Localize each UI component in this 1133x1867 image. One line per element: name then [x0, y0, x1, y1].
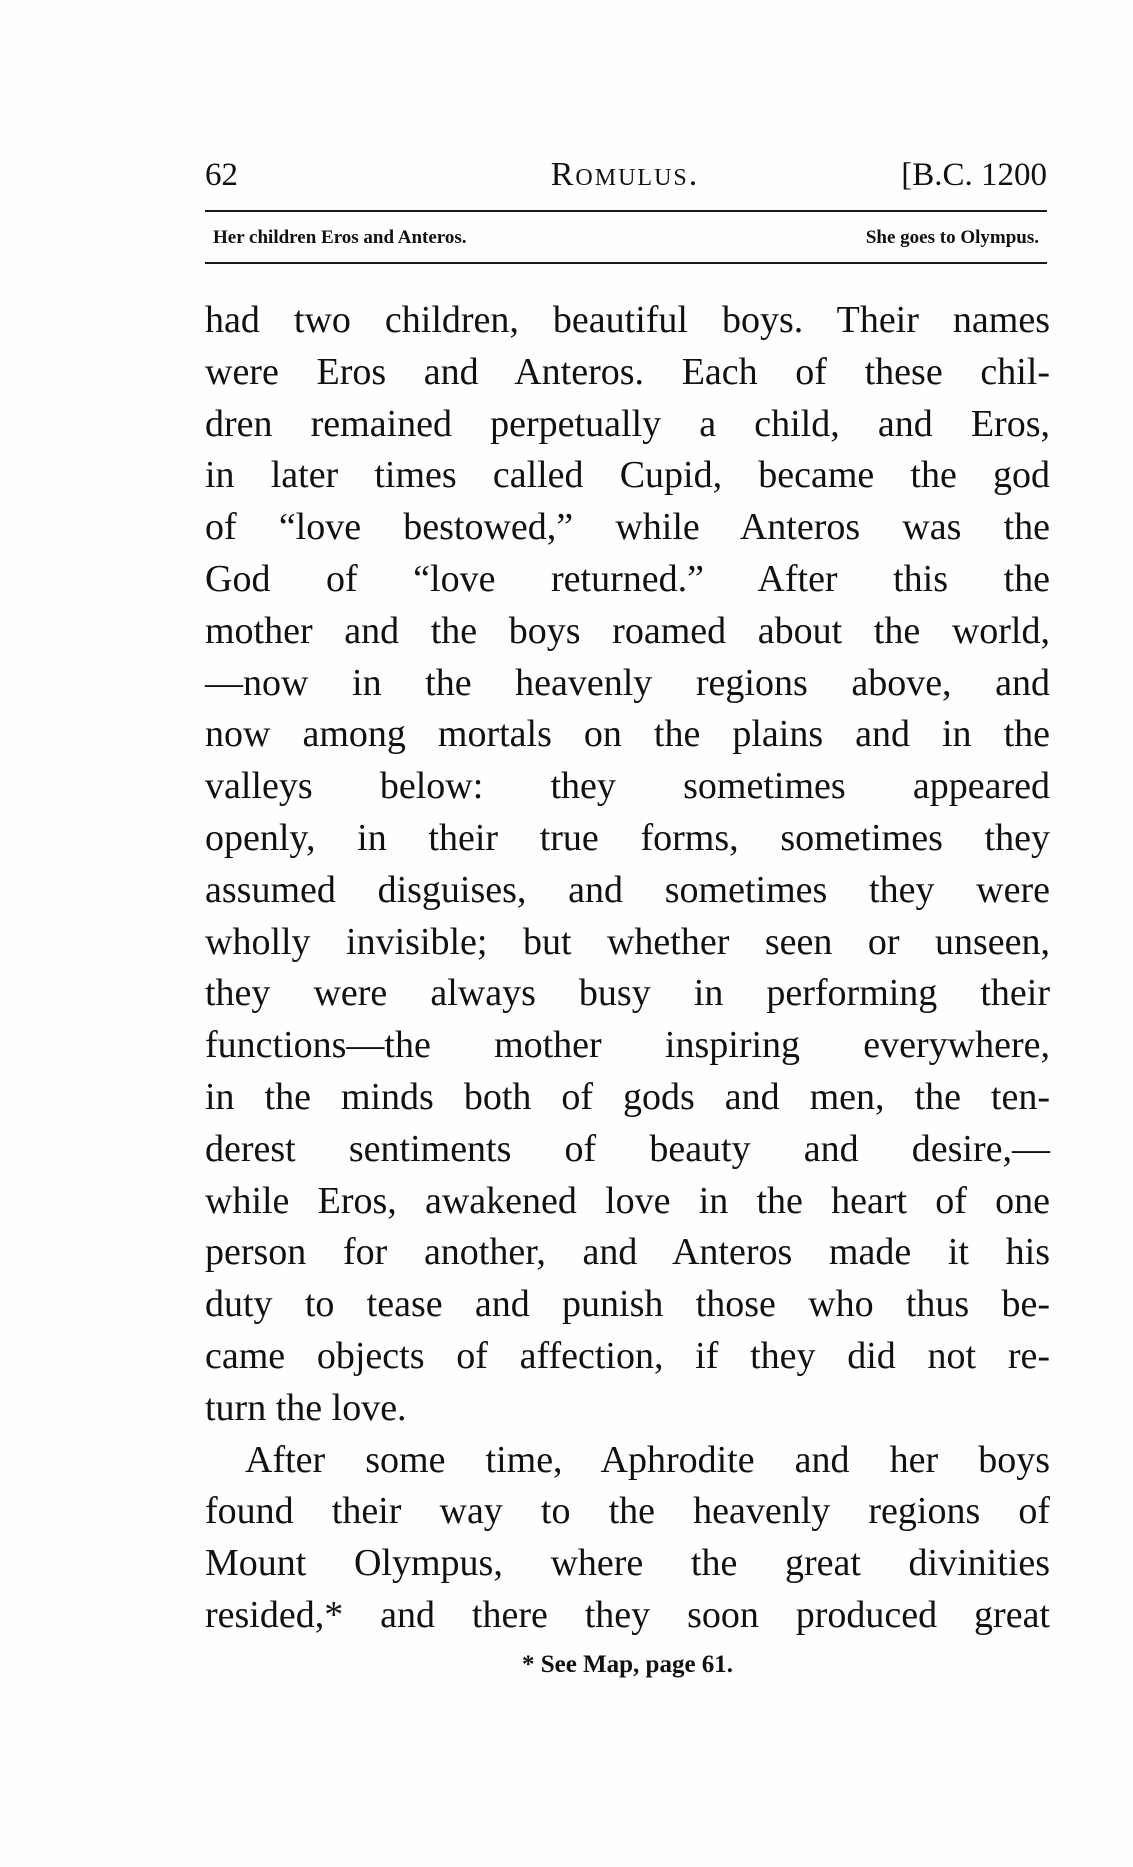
subheader-left: Her children Eros and Anteros.	[213, 227, 467, 248]
body-line: God of “love returned.” After this the	[205, 557, 1050, 600]
body-line: wholly invisible; but whether seen or unseen,	[205, 920, 1050, 963]
body-line: while Eros, awakened love in the heart of one	[205, 1179, 1050, 1222]
body-line: were Eros and Anteros. Each of these chil-	[205, 350, 1050, 393]
body-line: duty to tease and punish those who thus be-	[205, 1283, 1050, 1326]
subheader-right: She goes to Olympus.	[865, 227, 1039, 248]
body-line: openly, in their true forms, sometimes they	[205, 816, 1050, 859]
body-line: derest sentiments of beauty and desire,—	[205, 1127, 1050, 1170]
body-line: person for another, and Anteros made it his	[205, 1231, 1050, 1274]
body-line: After some time, Aphrodite and her boys	[245, 1438, 1050, 1481]
body-line: resided,* and there they soon produced great	[205, 1593, 1050, 1636]
body-line: mother and the boys roamed about the world,	[205, 609, 1050, 652]
body-line: assumed disguises, and sometimes they were	[205, 868, 1050, 911]
body-line: in later times called Cupid, became the god	[205, 454, 1050, 497]
body-line: functions—the mother inspiring everywhere,	[205, 1024, 1050, 1067]
body-line: of “love bestowed,” while Anteros was the	[205, 506, 1050, 549]
body-line: in the minds both of gods and men, the ten-	[205, 1075, 1050, 1118]
body-line: had two children, beautiful boys. Their names	[205, 299, 1050, 341]
body-line: they were always busy in performing their	[205, 972, 1050, 1015]
book-title: Romulus.	[550, 156, 700, 193]
footnote: * See Map, page 61.	[521, 1651, 734, 1678]
page-number: 62	[205, 157, 238, 193]
body-line: —now in the heavenly regions above, and	[205, 661, 1050, 704]
body-line: valleys below: they sometimes appeared	[205, 765, 1050, 808]
body-line: turn the love.	[205, 1386, 407, 1429]
date-range: [B.C. 1200	[901, 157, 1047, 193]
body-line: Mount Olympus, where the great divinities	[205, 1542, 1050, 1585]
running-head	[205, 155, 1047, 205]
body-line: now among mortals on the plains and in the	[205, 713, 1050, 756]
body-line: dren remained perpetually a child, and Eros,	[205, 402, 1050, 445]
header-rule-top	[205, 210, 1047, 212]
subheader	[205, 222, 1047, 254]
header-rule-bottom	[205, 262, 1047, 264]
body-line: came objects of affection, if they did not re-	[205, 1334, 1050, 1377]
body-text	[205, 295, 1050, 1642]
body-line: found their way to the heavenly regions of	[205, 1490, 1050, 1533]
